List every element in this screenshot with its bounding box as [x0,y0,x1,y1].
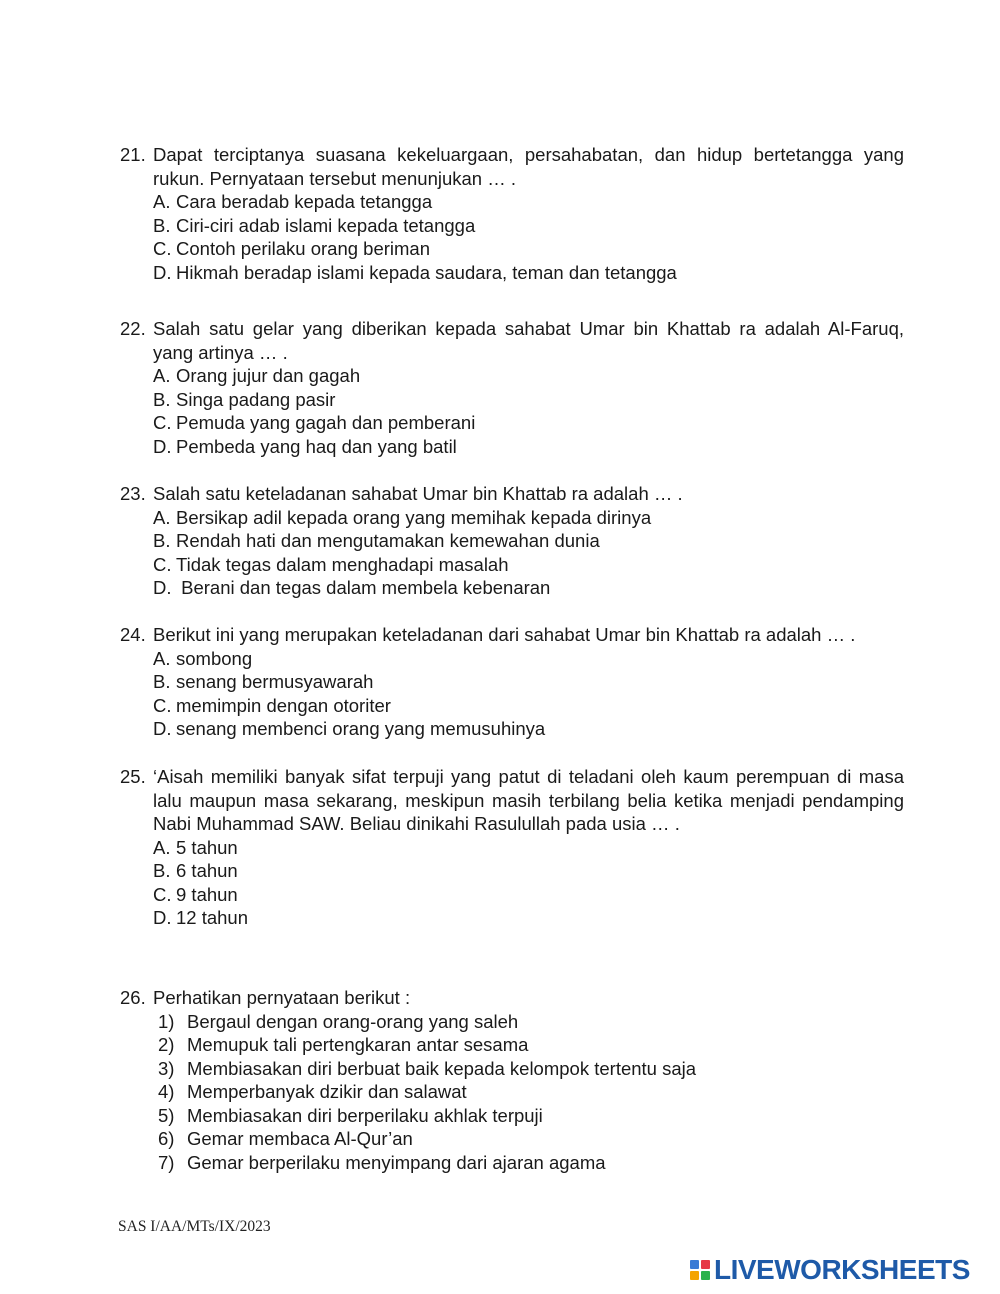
option-letter: B. [153,530,171,551]
question-25 [120,765,904,930]
option-letter: A. [153,191,171,212]
option-text: 5 tahun [176,836,238,858]
option-text: memimpin dengan otoriter [176,694,391,716]
option-letter: C. [153,412,172,433]
option-text: Cara beradab kepada tetangga [176,191,433,212]
statement-item [158,1104,904,1128]
statement-text: Bergaul dengan orang-orang yang saleh [187,1010,519,1032]
option-text: Berani dan tegas dalam membela kebenaran [176,577,551,598]
statement-text: Memupuk tali pertengkaran antar sesama [187,1034,529,1055]
logo-square [701,1260,710,1269]
option-letter: B. [153,860,171,881]
option-a [153,647,904,671]
option-a [153,836,904,860]
question-text: ‘Aisah memiliki banyak sifat terpuji yang patut di teladani oleh kaum perempuan di masa lalu maupun masa sekarang, meskipun masih terbilang belia ketika menjadi pendamping Nabi Muhammad SAW. Beliau dinikahi Rasulullah pada usia … . [153,766,904,834]
option-letter: A. [153,365,171,386]
statement-text: Memperbanyak dzikir dan salawat [187,1081,467,1102]
statement-number: 1) [158,1010,175,1032]
option-text: Orang jujur dan gagah [176,365,361,386]
option-letter: D. [153,907,172,928]
statement-text: Membiasakan diri berbuat baik kepada kelompok tertentu saja [187,1057,697,1079]
question-number: 21. [120,144,146,165]
question-number: 25. [120,766,146,787]
option-letter: B. [153,214,171,236]
option-text: Singa padang pasir [176,388,336,410]
question-number: 23. [120,483,146,504]
option-c [153,411,904,435]
option-text: sombong [176,647,253,669]
document-code: SAS I/AA/MTs/IX/2023 [118,1218,271,1235]
statement-number: 2) [158,1034,175,1055]
logo-square [690,1260,699,1269]
option-text: Rendah hati dan mengutamakan kemewahan dunia [176,530,600,551]
question-22 [120,317,904,458]
option-b [153,529,904,553]
option-text: senang bermusyawarah [176,671,374,692]
option-c [153,237,904,261]
option-letter: C. [153,553,172,575]
option-text: Ciri-ciri adab islami kepada tetangga [176,214,476,236]
option-letter: A. [153,506,171,528]
statement-text: Gemar membaca Al-Qur’an [187,1128,413,1149]
option-b [153,859,904,883]
option-letter: D. [153,261,172,283]
option-letter: D. [153,577,172,598]
statement-number: 6) [158,1128,175,1149]
option-c [153,553,904,577]
question-text: Perhatikan pernyataan berikut : [153,987,411,1008]
option-text: Pembeda yang haq dan yang batil [176,435,457,457]
option-b [153,670,904,694]
liveworksheets-brand[interactable] [690,1254,970,1286]
option-text: Bersikap adil kepada orang yang memihak kepada dirinya [176,506,652,528]
option-letter: C. [153,694,172,716]
option-text: 9 tahun [176,883,238,905]
option-letter: A. [153,836,171,858]
option-c [153,883,904,907]
statement-item [158,1080,904,1104]
option-text: 12 tahun [176,907,249,928]
statement-text: Membiasakan diri berperilaku akhlak terpuji [187,1104,543,1126]
statement-item [158,1057,904,1081]
question-text: Berikut ini yang merupakan keteladanan dari sahabat Umar bin Khattab ra adalah … . [153,624,856,645]
option-text: Contoh perilaku orang beriman [176,238,431,259]
brand-name: LIVEWORKSHEETS [714,1254,970,1285]
question-21 [120,143,904,284]
statement-number: 4) [158,1081,175,1102]
question-number: 22. [120,318,146,339]
logo-square [701,1271,710,1280]
question-26 [120,986,904,1174]
statement-item [158,1127,904,1151]
option-text: Hikmah beradap islami kepada saudara, teman dan tetangga [176,261,677,283]
option-text: Tidak tegas dalam menghadapi masalah [176,553,509,575]
option-a [153,190,904,214]
option-text: Pemuda yang gagah dan pemberani [176,412,476,433]
question-24 [120,623,904,741]
statement-number: 7) [158,1151,175,1173]
statement-text: Gemar berperilaku menyimpang dari ajaran agama [187,1151,606,1173]
option-letter: A. [153,647,171,669]
option-text: senang membenci orang yang memusuhinya [176,718,546,739]
option-d [153,717,904,741]
statement-item [158,1010,904,1034]
option-d [153,435,904,459]
option-letter: D. [153,718,172,739]
statement-number: 3) [158,1057,175,1079]
option-b [153,388,904,412]
question-text: Salah satu keteladanan sahabat Umar bin Khattab ra adalah … . [153,483,683,504]
option-c [153,694,904,718]
option-d [153,261,904,285]
question-text: Salah satu gelar yang diberikan kepada sahabat Umar bin Khattab ra adalah Al-Faruq, yang artinya … . [153,318,904,363]
question-number: 24. [120,624,146,645]
option-letter: D. [153,435,172,457]
liveworksheets-logo-icon [690,1260,710,1280]
option-d [153,576,904,600]
question-number: 26. [120,987,146,1008]
option-text: 6 tahun [176,860,238,881]
option-letter: B. [153,388,171,410]
option-letter: C. [153,883,172,905]
option-d [153,906,904,930]
option-letter: C. [153,238,172,259]
option-a [153,506,904,530]
option-b [153,214,904,238]
statement-item [158,1151,904,1175]
question-text: Dapat terciptanya suasana kekeluargaan, persahabatan, dan hidup bertetangga yang rukun. Pernyataan tersebut menunjukan … . [153,144,904,189]
option-a [153,364,904,388]
statement-item [158,1033,904,1057]
statement-number: 5) [158,1104,175,1126]
question-23 [120,482,904,600]
logo-square [690,1271,699,1280]
option-letter: B. [153,671,171,692]
